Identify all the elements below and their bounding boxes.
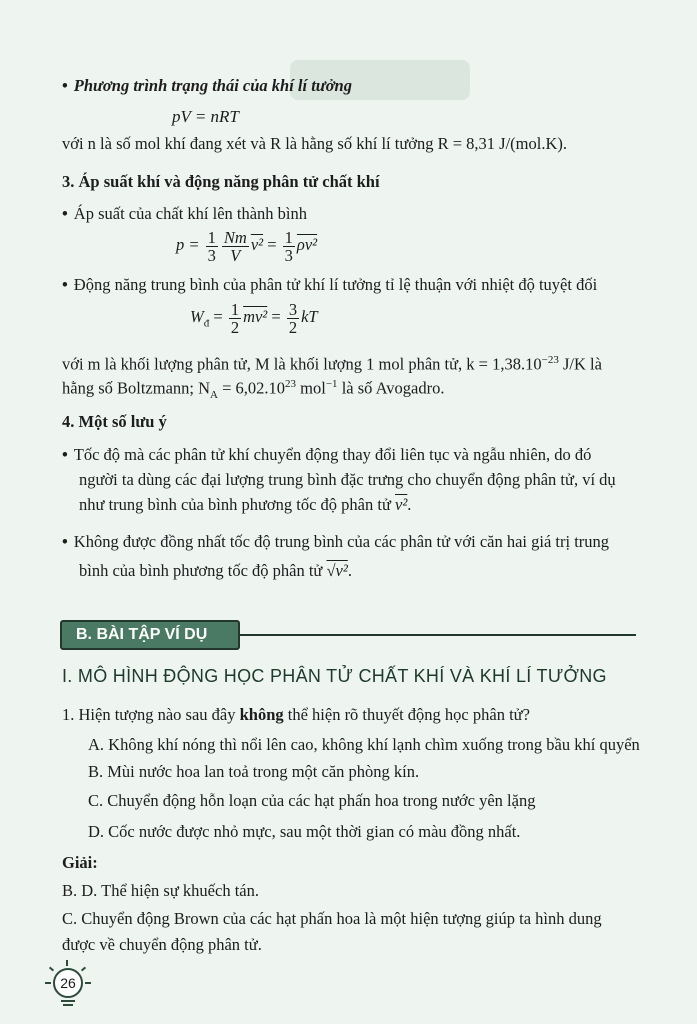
energy-note-line-1: với m là khối lượng phân tử, M là khối lượng 1 mol phân tử, $k = 1,38.10^{-23}$ J/K là bbox=[62, 354, 602, 374]
fraction-one-third-b: $\frac{1}{3}$ bbox=[284, 227, 293, 265]
fraction-three-halves: $\frac{3}{2}$ bbox=[288, 299, 298, 337]
bulb-ray-icon bbox=[45, 982, 51, 984]
banner-rule bbox=[240, 634, 636, 636]
section-4-title: 4. Một số lưu ý bbox=[62, 412, 167, 431]
bulb-ray-icon bbox=[81, 967, 86, 972]
part-1-title: I. MÔ HÌNH ĐỘNG HỌC PHÂN TỬ CHẤT KHÍ VÀ KHÍ LÍ TƯỞNG bbox=[62, 666, 607, 686]
fraction-one-third: $\frac{1}{3}$ bbox=[207, 227, 216, 265]
section-b-label: B. BÀI TẬP VÍ DỤ bbox=[60, 620, 240, 650]
question-1-stem: 1. Hiện tượng nào sau đây không thể hiện rõ thuyết động học phân tử? bbox=[62, 705, 530, 724]
page-number-badge bbox=[42, 960, 92, 1010]
section-3-title: 3. Áp suất khí và động năng phân tử chất khí bbox=[62, 172, 380, 191]
note-item-1-line-3: như trung bình của bình phương tốc độ phân tử v². bbox=[79, 495, 412, 514]
question-1-option-b: B. Mùi nước hoa lan toả trong một căn phòng kín. bbox=[88, 762, 420, 781]
state-equation-note: với n là số mol khí đang xét và R là hằng số khí lí tưởng R = 8,31 J/(mol.K). bbox=[62, 134, 567, 153]
note-item-2-line-2: bình của bình phương tốc độ phân tử √v². bbox=[79, 561, 352, 580]
note-item-1-line-2: người ta dùng các đại lượng trung bình đặc trưng cho chuyển động phân tử, ví dụ bbox=[79, 470, 616, 489]
question-1-option-a: A. Không khí nóng thì nổi lên cao, không khí lạnh chìm xuống trong bầu khí quyển bbox=[88, 735, 640, 754]
note-item-1-line-1: • Tốc độ mà các phân tử khí chuyển động thay đổi liên tục và ngẫu nhiên, do đó bbox=[62, 445, 592, 464]
section-b-banner bbox=[60, 620, 636, 650]
question-1-option-c: C. Chuyển động hỗn loạn của các hạt phấn hoa trong nước yên lặng bbox=[88, 791, 536, 810]
note-item-2-line-1: • Không được đồng nhất tốc độ trung bình của các phân tử với căn hai giá trị trung bbox=[62, 532, 610, 551]
bulb-base-icon bbox=[61, 1000, 75, 1002]
pressure-bullet: • Áp suất của chất khí lên thành bình bbox=[62, 204, 308, 223]
bulb-ray-icon bbox=[66, 960, 68, 966]
energy-note-line-2: hằng số Boltzmann; $N_A = 6,02.10^{23}$ mol$^{-1}$ là số Avogadro. bbox=[62, 378, 445, 401]
solution-line-1: B. D. Thể hiện sự khuếch tán. bbox=[62, 881, 259, 900]
page-number: 26 bbox=[53, 968, 83, 998]
bulb-ray-icon bbox=[49, 967, 54, 972]
fraction-nm-over-v: $\frac{Nm}{V}$ bbox=[223, 227, 247, 265]
energy-bullet: • Động năng trung bình của phân tử khí lí tưởng tỉ lệ thuận với nhiệt độ tuyệt đối bbox=[62, 275, 598, 294]
pressure-formula: p = $\frac{1}{3}$ $\frac{Nm}{V}$ v² = $\frac{1}{3}$ ρv² bbox=[176, 227, 318, 265]
state-equation: pV = nRT bbox=[172, 107, 239, 126]
solution-line-3: được về chuyển động phân tử. bbox=[62, 935, 262, 954]
solution-line-2: C. Chuyển động Brown của các hạt phấn hoa là một hiện tượng giúp ta hình dung bbox=[62, 909, 602, 928]
state-equation-heading: • Phương trình trạng thái của khí lí tưởng bbox=[62, 76, 352, 95]
bulb-base-icon bbox=[63, 1004, 73, 1006]
fraction-one-half: $\frac{1}{2}$ bbox=[230, 299, 240, 337]
bulb-ray-icon bbox=[85, 982, 91, 984]
solution-label: Giải: bbox=[62, 853, 98, 872]
question-1-option-d: D. Cốc nước được nhỏ mực, sau một thời gian có màu đồng nhất. bbox=[88, 822, 521, 841]
energy-formula: $W_đ$ = $\frac{1}{2}$ mv² = $\frac{3}{2}$ kT bbox=[190, 299, 318, 337]
